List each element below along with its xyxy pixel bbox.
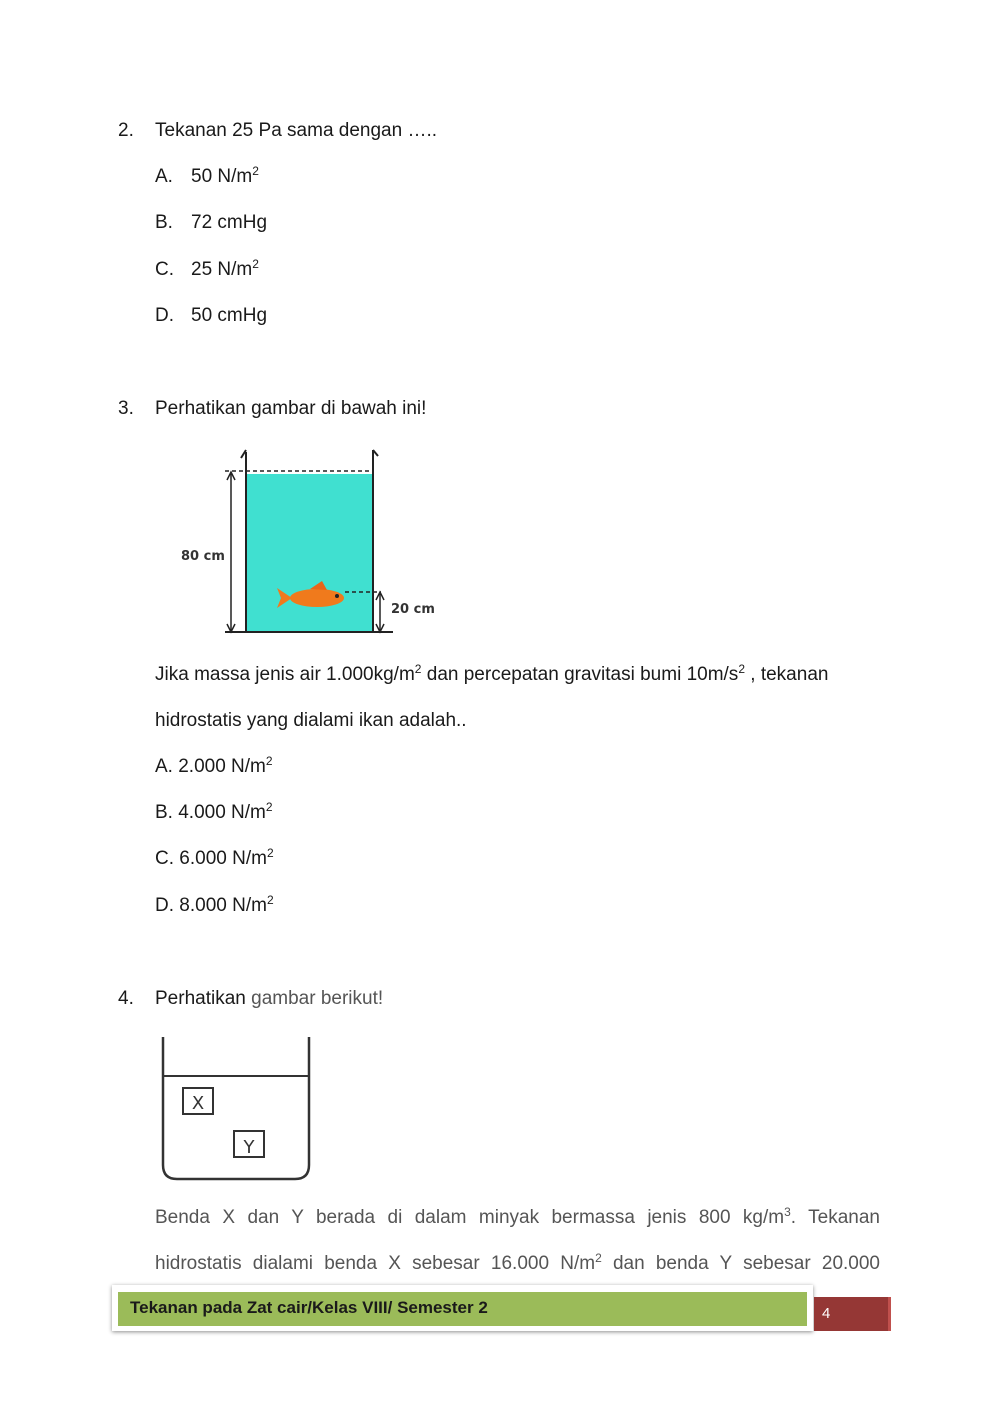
water-fill — [246, 474, 373, 631]
height-label: 80 cm — [181, 549, 225, 564]
q2-option-c-letter: C. — [155, 259, 174, 280]
q2-option-b-letter: B. — [155, 212, 173, 233]
q2-number: 2. — [118, 120, 134, 141]
q3-option-d: D. 8.000 $N/m^2$ — [155, 893, 274, 916]
q2-option-d-letter: D. — [155, 305, 174, 326]
q3-stem-line2: hidrostatis yang dialami ikan adalah.. — [155, 710, 467, 731]
depth-label: 20 cm — [391, 602, 435, 617]
q3-option-a: A. 2.000 $N/m^2$ — [155, 754, 273, 777]
object-x-label: X — [191, 1093, 205, 1114]
footer-title: Tekanan pada Zat cair/Kelas VIII/ Semester 2 — [130, 1298, 488, 1317]
q4-paragraph-line2: hidrostatis dialami benda X sebesar 16.000 $N/m^2$ dan benda Y sebesar 20.000 — [155, 1251, 880, 1274]
q2-option-a-letter: A. — [155, 166, 173, 187]
q3-option-c: C. 6.000 $N/m^2$ — [155, 846, 274, 869]
q4-number: 4. — [118, 988, 134, 1009]
q2-text: Tekanan 25 Pa sama dengan ….. — [155, 120, 438, 141]
page-number: 4 — [822, 1305, 831, 1322]
q2-option-c-value: 25 $N/m^2$ — [191, 257, 259, 280]
q4-text: Perhatikan gambar berikut! — [155, 988, 384, 1009]
q2-option-d-value: 50 cmHg — [191, 305, 268, 326]
q4-container-figure — [155, 1033, 315, 1183]
q3-option-b: B. 4.000 $N/m^2$ — [155, 800, 273, 823]
q3-stem-line1: Jika massa jenis air $1.000kg/m^2$ dan percepatan gravitasi bumi $10m/s^2$ , tekanan — [155, 662, 829, 685]
q3-number: 3. — [118, 398, 134, 419]
q3-text: Perhatikan gambar di bawah ini! — [155, 398, 427, 419]
object-y-label: Y — [243, 1137, 255, 1158]
q2-option-b-value: 72 cmHg — [191, 212, 268, 233]
q3-water-tank-figure — [175, 440, 445, 640]
q4-paragraph-line1: Benda X dan Y berada di dalam minyak bermassa jenis 800 $kg/m^3$. Tekanan — [155, 1205, 880, 1228]
q2-option-a-value: 50 $N/m^2$ — [191, 164, 259, 187]
